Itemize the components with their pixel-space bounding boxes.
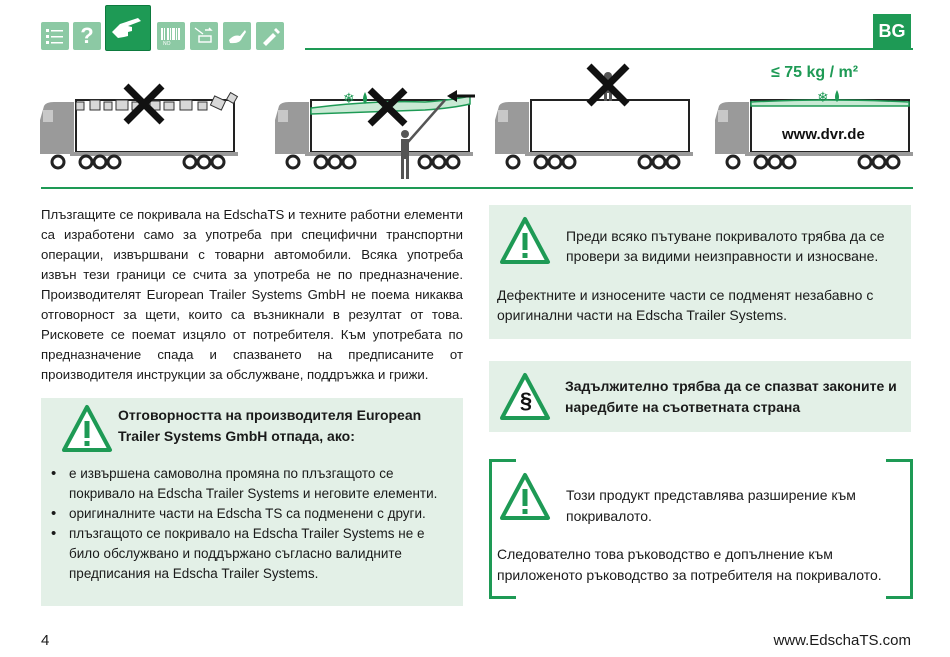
paragraph-symbol: § (519, 388, 533, 413)
warning-icon (61, 404, 113, 454)
load-limit-label: ≤ 75 kg / m² (771, 64, 859, 81)
inspection-text: Дефектните и износените части се подменят незабавно с оригинални части на Edscha Trailer Systems. (497, 287, 874, 323)
maintenance-icon[interactable] (190, 22, 218, 50)
illustration-rule (41, 187, 913, 189)
barcode-icon[interactable] (157, 22, 185, 50)
list-item: • плъзгащото се покривало на Edscha Trailer Systems не е било обслужвано и поддържано съгласно валидните предписания на Edscha Trailer Systems. (47, 524, 457, 584)
dvr-website-label: www.dvr.de (782, 126, 865, 143)
list-item: • оригиналните части на Edscha TS са подменени с други. (47, 504, 457, 524)
svg-text:❄: ❄ (343, 91, 355, 107)
warning-icon (499, 472, 551, 522)
footer-website[interactable]: www.EdschaTS.com (773, 632, 911, 649)
law-text: Задължително трябва да се спазват законите и наредбите на съответната страна (565, 378, 897, 415)
language-code: BG (878, 21, 906, 41)
extension-text: Следователно това ръководство е допълнение към приложеното ръководство за потребителя на покривалото. (497, 546, 882, 583)
cleaning-icon[interactable] (223, 22, 251, 50)
page-number: 4 (41, 632, 50, 649)
list-item: • е извършена самоволна промяна по плъзгащото се покривало на Edscha Trailer Systems и неговите елементи. (47, 464, 457, 504)
intro-paragraph: Плъзгащите се покривала на EdschaTS и техните работни елементи са изработени само за употреба при специфични транспортни операции, извършвани с товарни автомобили. Всяка употреба извън тези граници се счита за употреба не по предназначение. Производителят European Trailer Systems GmbH не поема никаква отговорност за щети, които са възникнали в резултат от това. Рисковете се поемат изцяло от потребителя. Към употребата по предназначение спада и спазването на предписаните от производителя инструкции за обслужване, поддръжка и грижи. (41, 207, 463, 382)
liability-list (47, 464, 457, 584)
extension-warning: Този продукт представлява разширение към покривалото. (566, 487, 856, 524)
warning-icon (499, 216, 551, 266)
pointing-hand-icon[interactable] (105, 5, 151, 51)
header-rule (305, 48, 913, 50)
repair-icon[interactable] (256, 22, 284, 50)
list-icon[interactable] (41, 22, 69, 50)
language-badge[interactable] (873, 14, 911, 49)
inspection-warning: Преди всяко пътуване покривалото трябва да се провери за видими неизправности и износване. (566, 228, 885, 264)
help-icon[interactable]: ? (73, 22, 101, 50)
svg-text:❄: ❄ (817, 90, 829, 106)
svg-text:NO: NO (163, 41, 171, 46)
liability-title: Отговорността на производителя European Trailer Systems GmbH отпада, ако: (118, 407, 422, 444)
